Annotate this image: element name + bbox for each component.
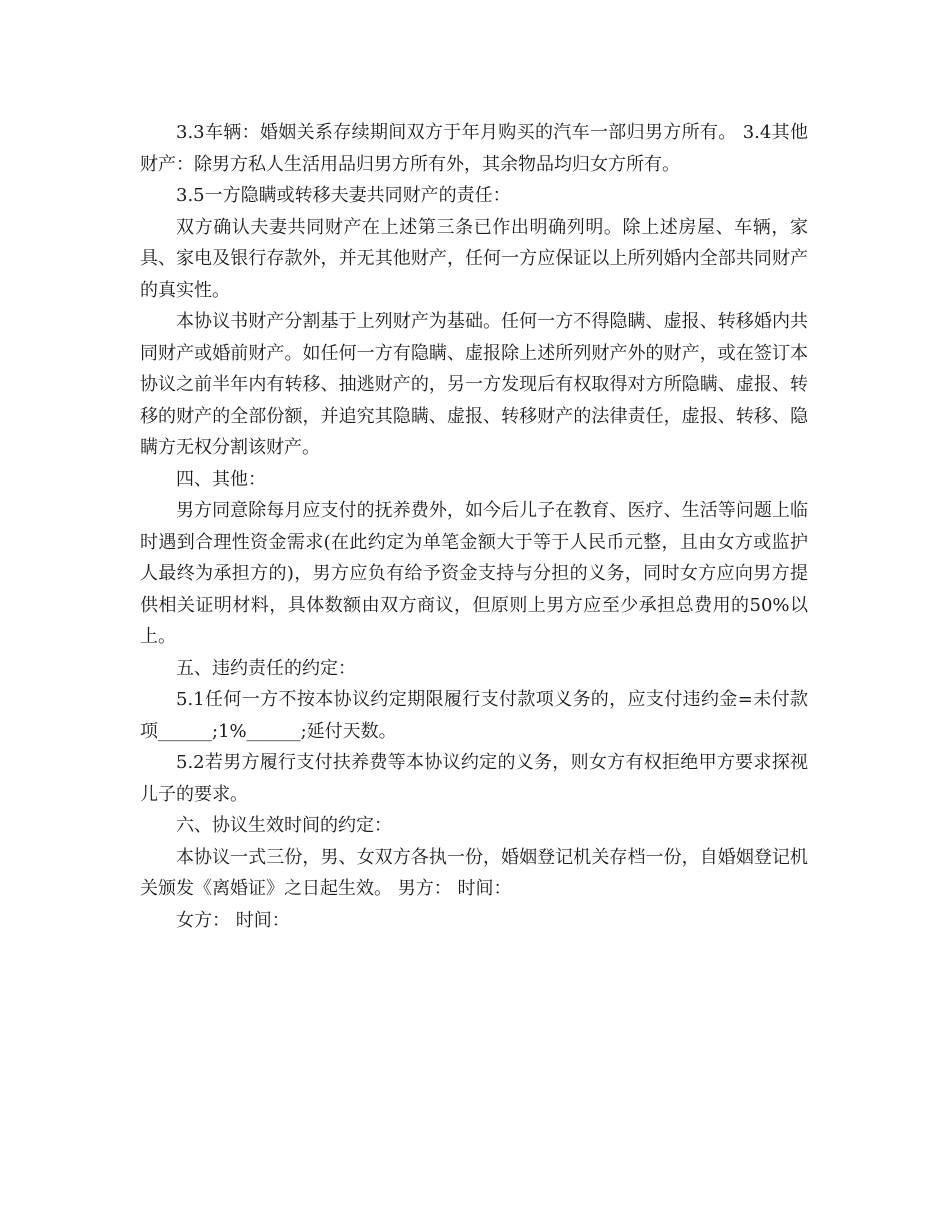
paragraph-additional-support: 男方同意除每月应支付的抚养费外，如今后儿子在教育、医疗、生活等问题上临时遇到合理性资金需求(在此约定为单笔金额大于等于人民币元整，且由女方或监护人最终为承担方的)，男方应负有给予资金支持与分担的义务，同时女方应向男方提供相关证明材料，具体数额由双方商议，但原则上男方应至少承担总费用的50%以上。 bbox=[140, 500, 808, 647]
section-heading-effective-date: 六、协议生效时间的约定： bbox=[176, 815, 392, 836]
paragraph-visitation-clause: 5.2若男方履行支付扶养费等本协议约定的义务，则女方有权拒绝甲方要求探视儿子的要求。 bbox=[140, 752, 808, 805]
paragraph-copies-effective: 本协议一式三份，男、女双方各执一份，婚姻登记机关存档一份，自婚姻登记机关颁发《离婚证》之日起生效。 男方： 时间： bbox=[140, 846, 808, 899]
paragraph-property-division-basis: 本协议书财产分割基于上列财产为基础。任何一方不得隐瞒、虚报、转移婚内共同财产或婚前财产。如任何一方有隐瞒、虚报除上述所列财产外的财产，或在签订本协议之前半年内有转移、抽逃财产的，另一方发现后有权取得对方所隐瞒、虚报、转移的财产的全部份额，并追究其隐瞒、虚报、转移财产的法律责任，虚报、转移、隐瞒方无权分割该财产。 bbox=[140, 311, 808, 458]
document-body bbox=[140, 117, 808, 936]
paragraph-penalty-clause: 5.1任何一方不按本协议约定期限履行支付款项义务的，应支付违约金=未付款项______;1%______;延付天数。 bbox=[140, 689, 808, 742]
paragraph-concealment-heading: 3.5一方隐瞒或转移夫妻共同财产的责任： bbox=[176, 185, 511, 206]
section-heading-other: 四、其他： bbox=[176, 468, 266, 490]
paragraph-female-signature: 女方： 时间： bbox=[176, 909, 290, 931]
section-heading-breach-liability: 五、违约责任的约定： bbox=[176, 657, 356, 679]
paragraph-property-confirmation: 双方确认夫妻共同财产在上述第三条已作出明确列明。除上述房屋、车辆，家具、家电及银行存款外，并无其他财产，任何一方应保证以上所列婚内全部共同财产的真实性。 bbox=[140, 216, 808, 301]
paragraph-vehicle-other-property: 3.3车辆：婚姻关系存续期间双方于年月购买的汽车一部归男方所有。 3.4其他财产：除男方私人生活用品归男方所有外，其余物品均归女方所有。 bbox=[140, 122, 808, 175]
